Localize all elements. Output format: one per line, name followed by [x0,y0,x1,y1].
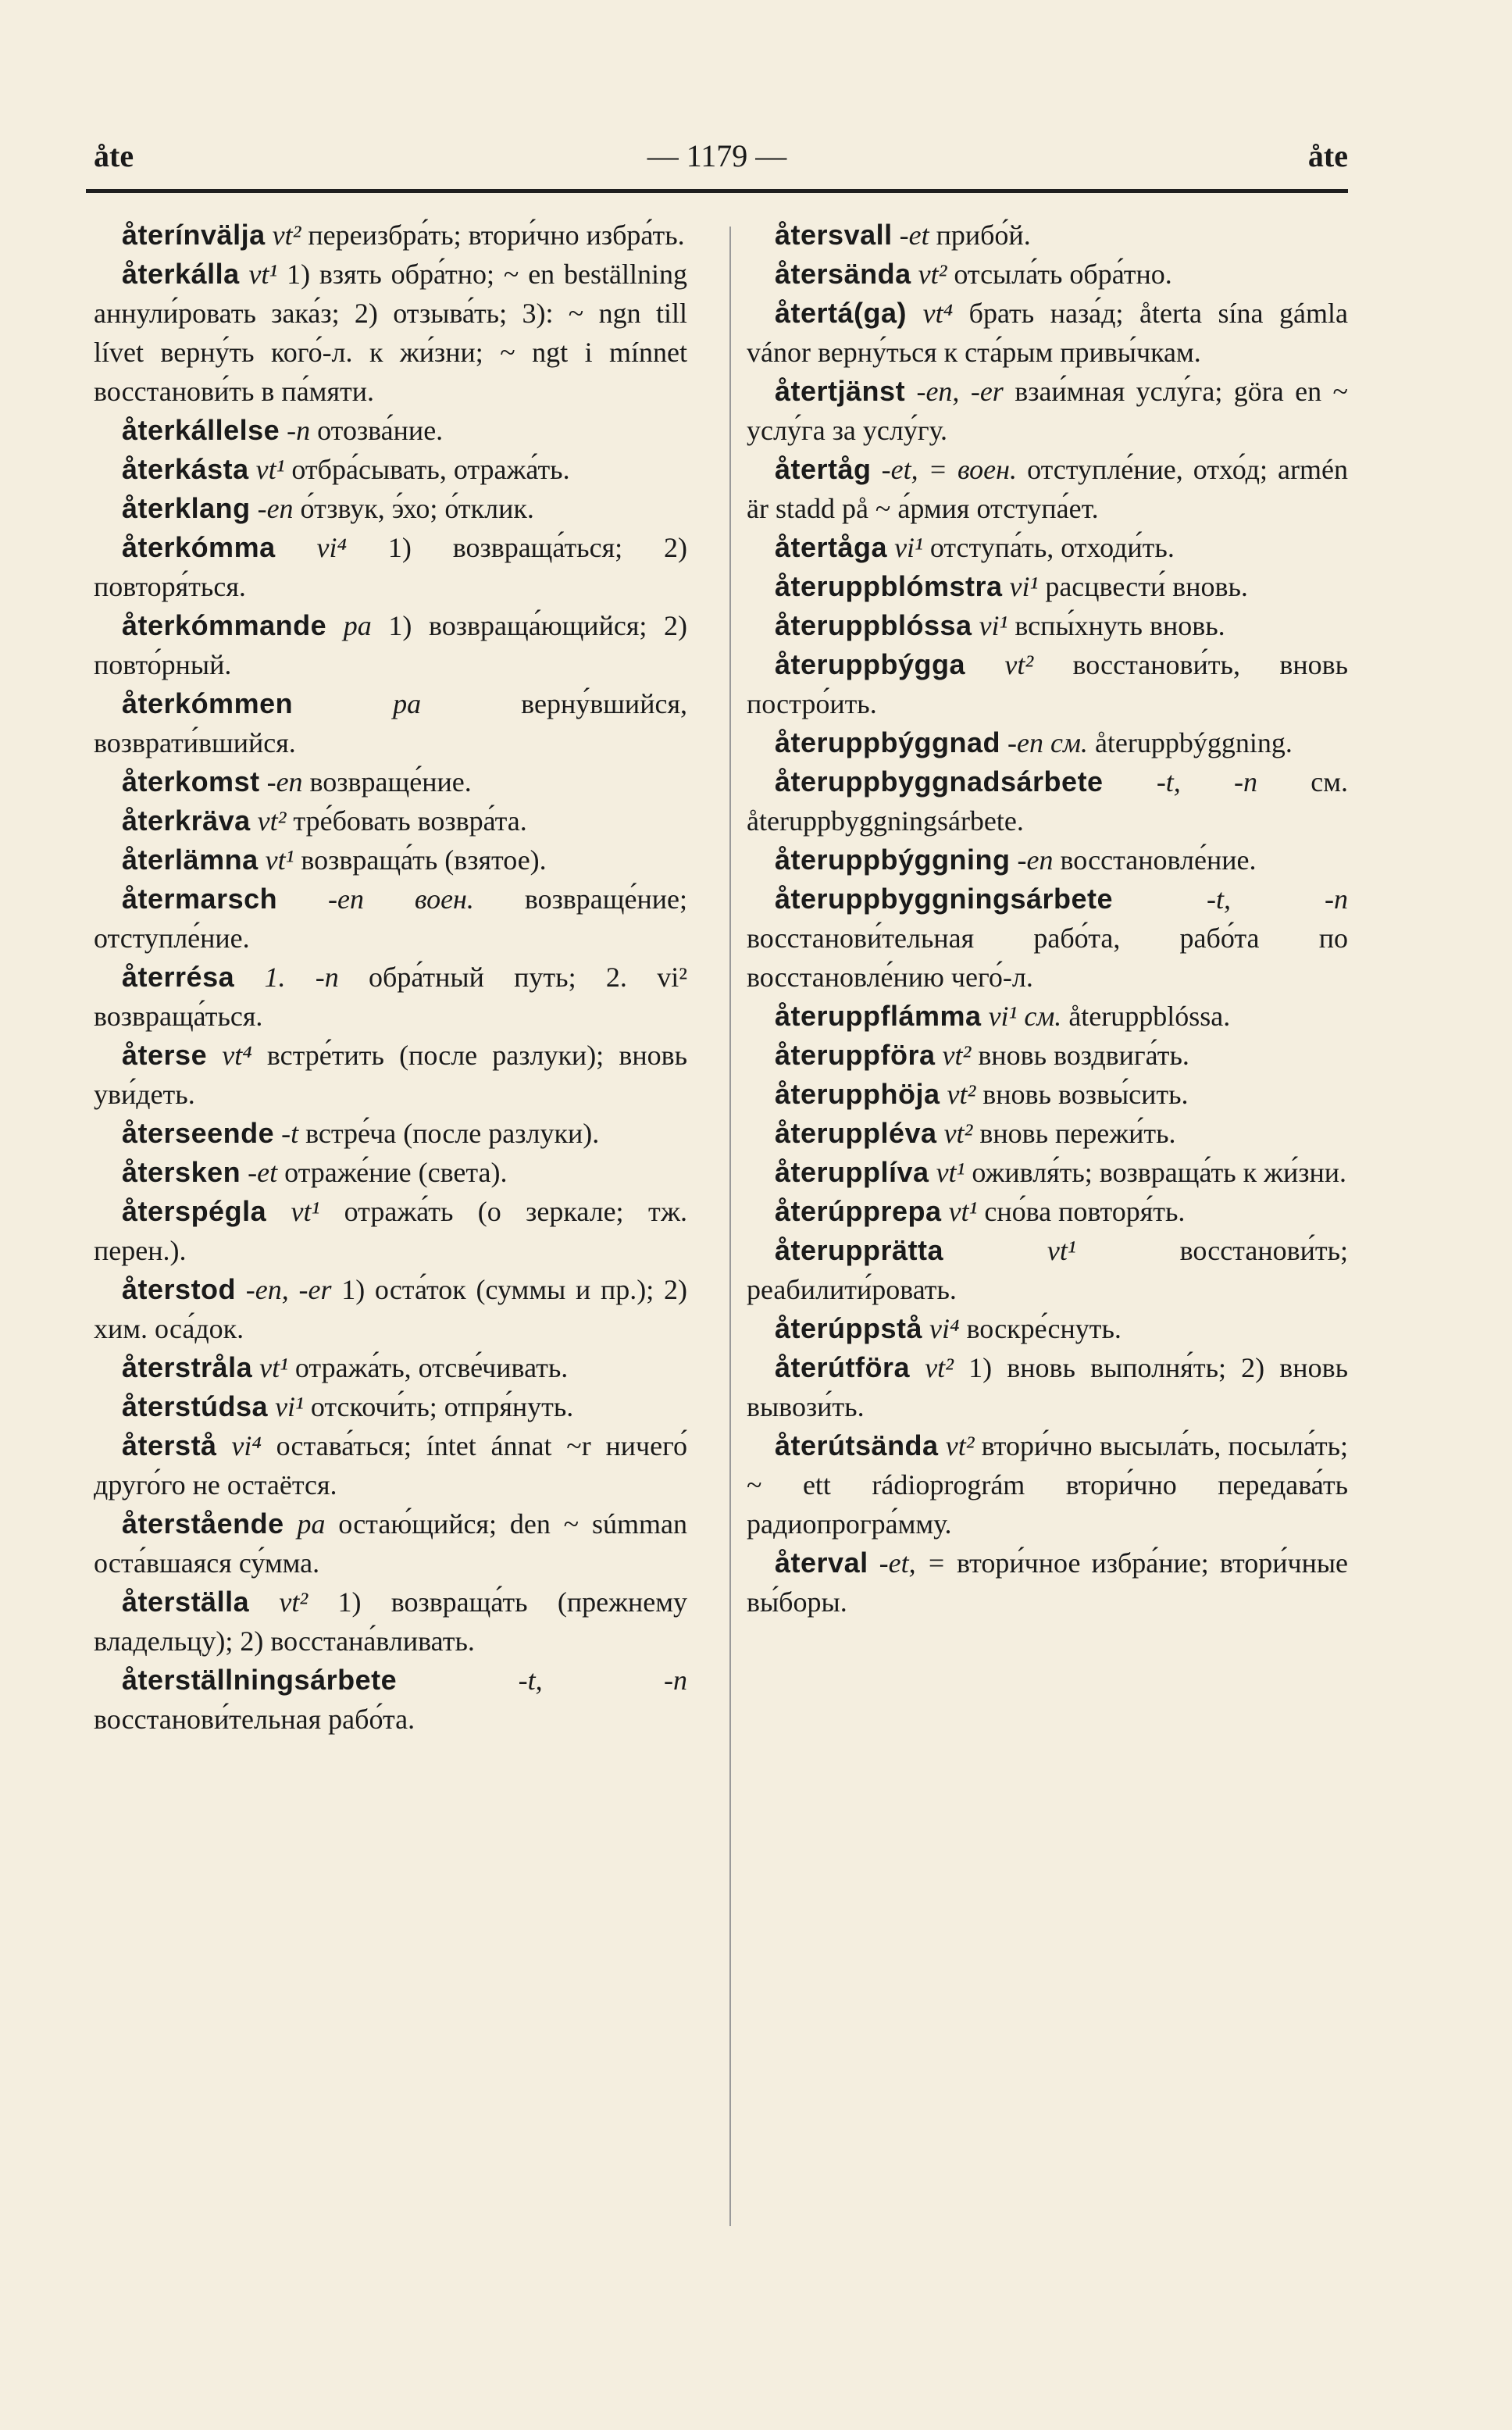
entry-translation: сно́ва повторя́ть. [977,1196,1186,1227]
entry-grammar: vt² [942,1040,972,1071]
entry-headword: återstúdsa [122,1390,269,1422]
entry-grammar: vi¹ [894,532,923,563]
entry-headword: återtåga [775,531,888,563]
entry-headword: återtá(ga) [775,297,908,329]
entry-grammar: vt¹ [936,1157,965,1188]
entry-grammar: -en см. [1007,727,1088,758]
dictionary-entry [747,1231,1348,1309]
entry-grammar: vt⁴ [922,298,954,329]
entry-translation: отступа́ть, отходи́ть. [922,532,1175,563]
entry-headword: återínvälja [122,219,266,251]
dictionary-entry [94,1583,687,1661]
entry-translation: отскочи́ть; отпря́нуть. [303,1391,574,1422]
entry-grammar: -t, -n [518,1665,688,1696]
dictionary-entry [747,255,1348,294]
entry-grammar: pa [297,1508,326,1540]
entry-translation: о́тзвук, э́хо; о́тклик. [293,493,534,524]
entry-translation: отража́ть (о зеркале; тж. перен.). [94,1196,687,1266]
entry-grammar: vt¹ [248,259,278,290]
dictionary-entry [94,1036,687,1114]
dictionary-entry [94,684,687,762]
entry-grammar: -t, -n [1156,766,1258,798]
dictionary-entry [94,1153,687,1192]
entry-grammar: -en [266,766,303,798]
entry-translation: расцвести́ вновь. [1038,571,1248,602]
dictionary-entry [94,255,687,411]
entry-headword: återúpprepa [775,1195,942,1227]
entry-translation: воскре́снуть. [959,1313,1122,1344]
entry-grammar: vt² [918,259,947,290]
dictionary-entry [94,1387,687,1426]
dictionary-entry [747,645,1348,723]
entry-translation: встре́ча (после разлуки). [298,1118,600,1149]
entry-headword: återsken [122,1156,241,1188]
entry-headword: återkásta [122,453,249,485]
dictionary-entry [747,1426,1348,1543]
entry-grammar: -et [248,1157,278,1188]
entry-grammar: -en, -er [245,1274,332,1305]
entry-grammar: pa [343,610,372,641]
entry-grammar: vt² [279,1586,308,1618]
column-divider [729,227,731,2226]
entry-translation: восстанови́тельная рабо́та. [94,1704,415,1735]
entry-translation: возвраще́ние; отступле́ние. [94,883,687,954]
entry-grammar: pa [393,688,422,719]
dictionary-entry [94,606,687,684]
dictionary-entry [747,216,1348,255]
entry-grammar: -en, -er [916,376,1004,407]
entry-grammar: -en [257,493,294,524]
entry-headword: återkálla [122,258,240,290]
entry-headword: återstod [122,1273,237,1305]
left-column [94,216,687,1739]
dictionary-entry [94,489,687,528]
dictionary-entry [747,450,1348,528]
dictionary-entry [747,1309,1348,1348]
entry-grammar: vt¹ [1047,1235,1076,1266]
entry-headword: återstående [122,1508,284,1540]
entry-headword: återkómma [122,531,276,563]
entry-translation: возвраща́ть (взятое). [294,844,547,876]
entry-grammar: vt² [945,1430,975,1461]
entry-grammar: -en воен. [328,883,474,915]
entry-headword: återmarsch [122,883,278,915]
entry-translation: обра́тный путь; 2. vi² возвраща́ться. [94,962,687,1032]
entry-translation: отступле́ние, отхо́д; armén är stadd på ~ а́рмия отступа́ет. [747,454,1348,524]
entry-translation: вспы́хнуть вновь. [1007,610,1225,641]
entry-translation: отсыла́ть обра́тно. [947,259,1172,290]
entry-translation: встре́тить (после разлуки); вновь уви́деть. [94,1040,687,1110]
entry-headword: återställa [122,1586,250,1618]
dictionary-entry [94,216,687,255]
entry-grammar: -en [1017,844,1054,876]
entry-translation: 1) оста́ток (суммы и пр.); 2) хим. оса́док. [94,1274,688,1344]
entry-translation: восстанови́ть, вновь постро́ить. [747,649,1348,719]
entry-translation: верну́вшийся, возврати́вшийся. [94,688,687,758]
entry-translation: остава́ться; íntet ánnat ~r ничего́ друго́го не остаётся. [94,1430,687,1500]
entry-headword: återuppbyggningsárbete [775,883,1114,915]
entry-translation: 1) возвраща́ть (прежнему владельцу); 2) восстана́вливать. [94,1586,687,1657]
entry-translation: см. återuppbyggningsárbete. [747,766,1348,837]
header-left-guideword: åte [94,138,134,173]
dictionary-entry [747,997,1348,1036]
entry-headword: återuppflámma [775,1000,982,1032]
entry-translation: 1) возвраща́ться; 2) повторя́ться. [94,532,688,602]
entry-grammar: -et, = воен. [881,454,1018,485]
entry-headword: återútsända [775,1429,939,1461]
entry-headword: återval [775,1547,868,1579]
entry-grammar: vt⁴ [222,1040,252,1071]
entry-translation: восстанови́ть; реабилити́ровать. [747,1235,1349,1305]
entry-grammar: vi⁴ [929,1313,960,1344]
entry-grammar: 1. -n [264,962,339,993]
header-rule [86,189,1348,193]
entry-translation: втори́чное избра́ние; втори́чные вы́боры. [747,1547,1349,1618]
dictionary-entry [747,840,1348,880]
entry-translation: прибо́й. [929,219,1031,251]
entry-grammar: vi¹ [275,1391,304,1422]
dictionary-entry [94,958,687,1036]
entry-grammar: vt¹ [948,1196,978,1227]
entry-headword: återkräva [122,805,251,837]
dictionary-entry [747,1114,1348,1153]
entry-headword: återsvall [775,219,893,251]
entry-grammar: vt² [257,805,287,837]
dictionary-entry [94,450,687,489]
dictionary-entry [94,762,687,801]
entry-translation: вновь пережи́ть. [972,1118,1176,1149]
entry-headword: återlämna [122,844,259,876]
dictionary-entry [747,294,1348,372]
entry-headword: återuppblómstra [775,570,1003,602]
entry-headword: återupprätta [775,1234,944,1266]
entry-translation: вновь возвы́сить. [975,1079,1189,1110]
entry-headword: återseende [122,1117,275,1149]
dictionary-entry [747,1192,1348,1231]
entry-translation: втори́чно высыла́ть, посыла́ть; ~ ett rádioprográm втори́чно передава́ть радиопрогра́мму. [747,1430,1348,1540]
entry-grammar: vi⁴ [316,532,347,563]
entry-headword: återuppbýgga [775,648,966,680]
entry-translation: восстановле́ние. [1053,844,1257,876]
entry-grammar: vi⁴ [231,1430,262,1461]
dictionary-entry [747,1036,1348,1075]
dictionary-entry [747,723,1348,762]
entry-translation: взаи́мная услу́га; göra en ~ услу́га за услу́гу. [747,376,1348,446]
entry-grammar: vt¹ [291,1196,320,1227]
entry-headword: återuppbyggnadsárbete [775,765,1104,798]
dictionary-entry [94,528,687,606]
dictionary-entry [94,411,687,450]
entry-translation: тре́бовать возвра́та. [286,805,527,837]
entry-translation: брать наза́д; återta sína gámla vánor верну́ться к ста́рым привы́чкам. [747,298,1349,368]
dictionary-entry [94,880,687,958]
entry-headword: återuppföra [775,1039,936,1071]
dictionary-entry [94,1426,687,1504]
header-right-guideword: åte [1307,138,1348,173]
entry-translation: отбра́сывать, отража́ть. [284,454,570,485]
entry-grammar: -t, -n [1207,883,1349,915]
entry-grammar: -et, = [879,1547,946,1579]
entry-grammar: vi¹ [1009,571,1039,602]
dictionary-entry [94,1192,687,1270]
entry-translation: вновь воздвига́ть. [971,1040,1189,1071]
entry-headword: återuppbýggnad [775,726,1001,758]
entry-grammar: -n [287,415,311,446]
entry-translation: оживля́ть; возвраща́ть к жи́зни. [965,1157,1347,1188]
entry-headword: återse [122,1039,208,1071]
entry-headword: återkómmande [122,609,327,641]
dictionary-entry [747,567,1348,606]
entry-translation: 1) взять обра́тно; ~ en beställning аннули́ровать зака́з; 2) отзыва́ть; 3): ~ ngn till lívet верну́ть кого́-л. к жи́зни; ~ ngt i mínnet восстанови́ть в па́мяти. [94,259,687,407]
entry-headword: återkállelse [122,414,280,446]
entry-grammar: vt² [272,219,301,251]
entry-translation: 1) вновь выполня́ть; 2) вновь вывози́ть. [747,1352,1348,1422]
dictionary-entry [747,528,1348,567]
dictionary-entry [747,1348,1348,1426]
entry-translation: отраже́ние (света). [277,1157,508,1188]
dictionary-entry [94,1661,687,1739]
entry-headword: återútföra [775,1351,911,1383]
dictionary-entry [747,762,1348,840]
entry-headword: återupphöja [775,1078,940,1110]
entry-headword: återsända [775,258,911,290]
entry-translation: переизбра́ть; втори́чно избра́ть. [301,219,685,251]
dictionary-entry [94,840,687,880]
entry-grammar: -t [281,1118,299,1149]
entry-grammar: vi¹ см. [988,1001,1062,1032]
entry-grammar: vt² [943,1118,973,1149]
entry-headword: återúppstå [775,1312,923,1344]
dictionary-entry [94,1270,687,1348]
running-header [86,137,1348,184]
entry-headword: återkómmen [122,687,294,719]
entry-headword: återstråla [122,1351,253,1383]
entry-headword: återkomst [122,765,260,798]
entry-grammar: vt¹ [259,1352,288,1383]
entry-translation: отозва́ние. [310,415,444,446]
entry-headword: återuppléva [775,1117,937,1149]
dictionary-entry [94,1114,687,1153]
entry-grammar: vt² [947,1079,976,1110]
entry-headword: återstå [122,1429,217,1461]
entry-headword: återrésa [122,961,235,993]
entry-headword: återuppbýggning [775,844,1011,876]
entry-grammar: vi¹ [979,610,1008,641]
dictionary-entry [747,1075,1348,1114]
page-number: — 1179 — [647,138,787,173]
dictionary-entry [747,372,1348,450]
dictionary-entry [747,880,1348,997]
dictionary-entry [747,1153,1348,1192]
entry-translation: återuppbýggning. [1087,727,1293,758]
entry-headword: återklang [122,492,251,524]
entry-translation: återuppblóssa. [1061,1001,1231,1032]
entry-translation: остаю́щийся; den ~ súmman оста́вшаяся су́мма. [94,1508,687,1579]
dictionary-entry [94,1348,687,1387]
entry-grammar: vt² [1004,649,1034,680]
entry-headword: återupplíva [775,1156,929,1188]
entry-translation: возвраще́ние. [302,766,472,798]
dictionary-entry [747,606,1348,645]
entry-grammar: -et [899,219,929,251]
entry-headword: återställningsárbete [122,1664,398,1696]
entry-translation: 1) возвраща́ющийся; 2) повто́рный. [94,610,688,680]
entry-headword: återtjänst [775,375,906,407]
entry-grammar: vt² [925,1352,954,1383]
entry-headword: återuppblóssa [775,609,972,641]
entry-headword: återspégla [122,1195,267,1227]
dictionary-entry [747,1543,1348,1622]
entry-headword: återtåg [775,453,872,485]
entry-grammar: vt¹ [255,454,285,485]
dictionary-entry [94,1504,687,1583]
entry-grammar: vt¹ [265,844,294,876]
right-column [747,216,1348,1622]
dictionary-entry [94,801,687,840]
entry-translation: отража́ть, отсве́чивать. [287,1352,569,1383]
entry-translation: восстанови́тельная рабо́та, рабо́та по восстановле́нию чего́-л. [747,922,1348,993]
